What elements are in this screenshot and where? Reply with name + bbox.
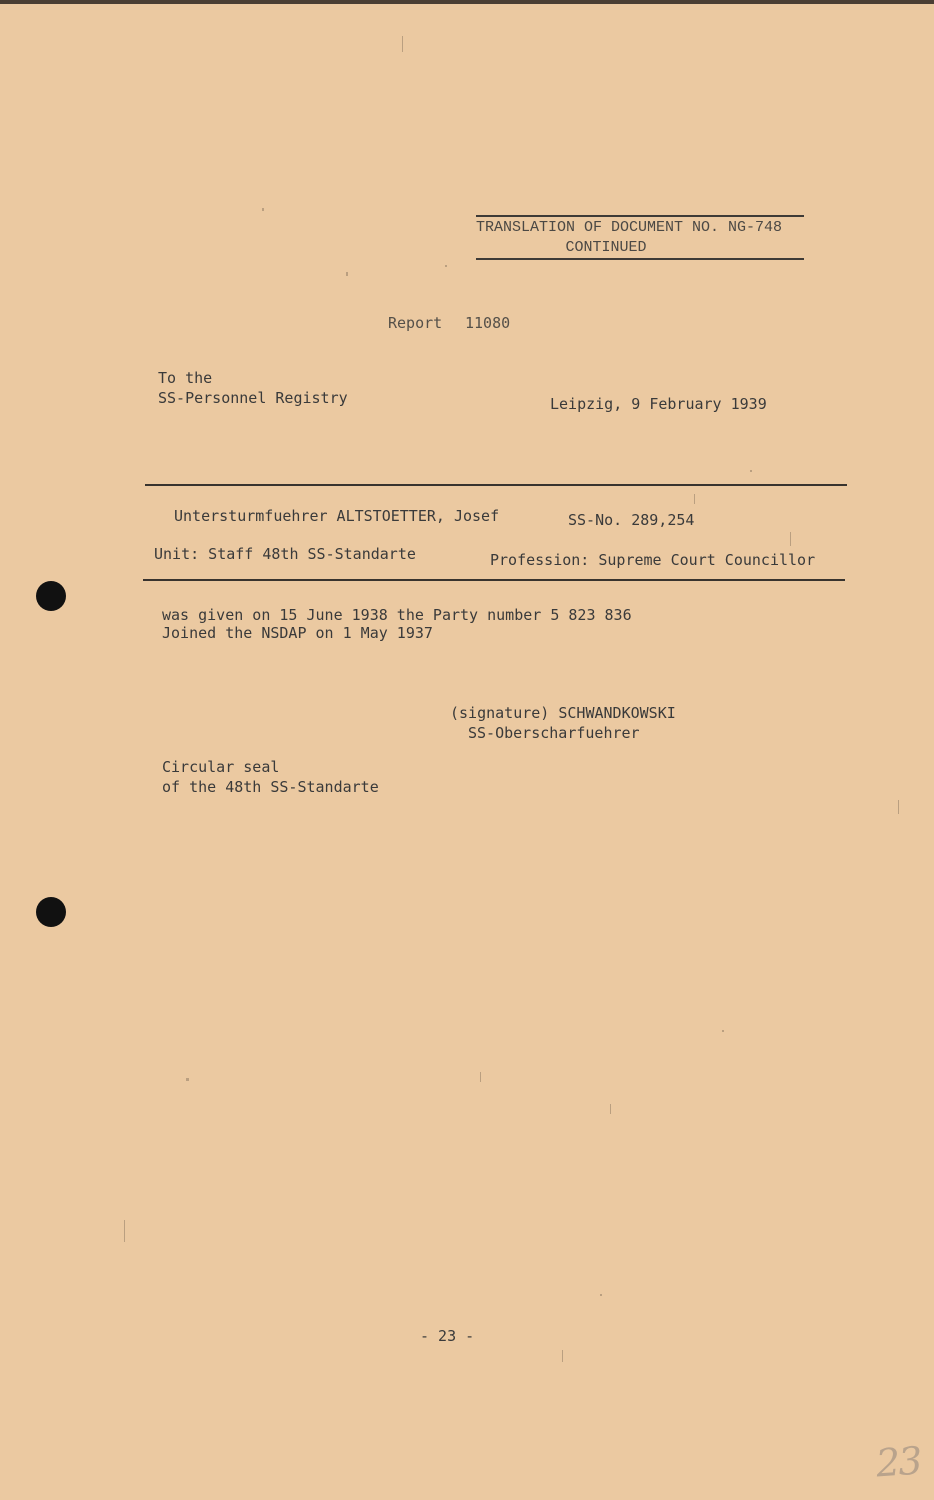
upper-rule bbox=[145, 484, 847, 486]
report-label: Report bbox=[388, 314, 443, 332]
paper-mark bbox=[790, 532, 791, 546]
profession: Profession: Supreme Court Councillor bbox=[490, 551, 816, 569]
rank-and-name: Untersturmfuehrer ALTSTOETTER, Josef bbox=[174, 507, 500, 525]
header-top-rule bbox=[476, 215, 804, 217]
paper-mark bbox=[694, 494, 695, 504]
addressee-line-2: SS-Personnel Registry bbox=[158, 389, 348, 407]
paper-mark bbox=[445, 265, 447, 267]
paper-mark bbox=[898, 800, 899, 814]
paper-mark bbox=[610, 1104, 611, 1114]
header-bottom-rule bbox=[476, 258, 804, 260]
signature-name: (signature) SCHWANDKOWSKI bbox=[450, 704, 676, 722]
page-number: - 23 - bbox=[420, 1327, 475, 1345]
signature-rank: SS-Oberscharfuehrer bbox=[468, 724, 640, 742]
place-date: Leipzig, 9 February 1939 bbox=[550, 395, 767, 413]
paper-mark bbox=[562, 1350, 563, 1362]
paper-mark bbox=[600, 1294, 602, 1296]
report-number: 11080 bbox=[465, 314, 511, 332]
lower-rule bbox=[143, 579, 845, 581]
handwritten-page-number: 23 bbox=[874, 1438, 922, 1486]
paper-mark bbox=[346, 272, 348, 276]
paper-mark bbox=[186, 1078, 189, 1081]
paper-mark bbox=[402, 36, 403, 52]
paper-mark bbox=[722, 1030, 724, 1032]
seal-note-line-1: Circular seal bbox=[162, 758, 280, 776]
ss-number: SS-No. 289,254 bbox=[568, 511, 695, 529]
addressee-line-1: To the bbox=[158, 369, 213, 387]
document-subtitle: CONTINUED bbox=[565, 239, 647, 256]
punch-hole-top bbox=[36, 581, 66, 611]
document-title: TRANSLATION OF DOCUMENT NO. NG-748 bbox=[476, 219, 783, 236]
paper-mark bbox=[124, 1220, 125, 1242]
paper-mark bbox=[750, 470, 752, 472]
punch-hole-bottom bbox=[36, 897, 66, 927]
paper-mark bbox=[480, 1072, 481, 1082]
paper-mark bbox=[262, 208, 264, 211]
unit: Unit: Staff 48th SS-Standarte bbox=[154, 545, 416, 563]
nsdap-join-line: Joined the NSDAP on 1 May 1937 bbox=[162, 624, 433, 642]
party-number-line: was given on 15 June 1938 the Party number 5 823 836 bbox=[162, 606, 632, 624]
seal-note-line-2: of the 48th SS-Standarte bbox=[162, 778, 379, 796]
